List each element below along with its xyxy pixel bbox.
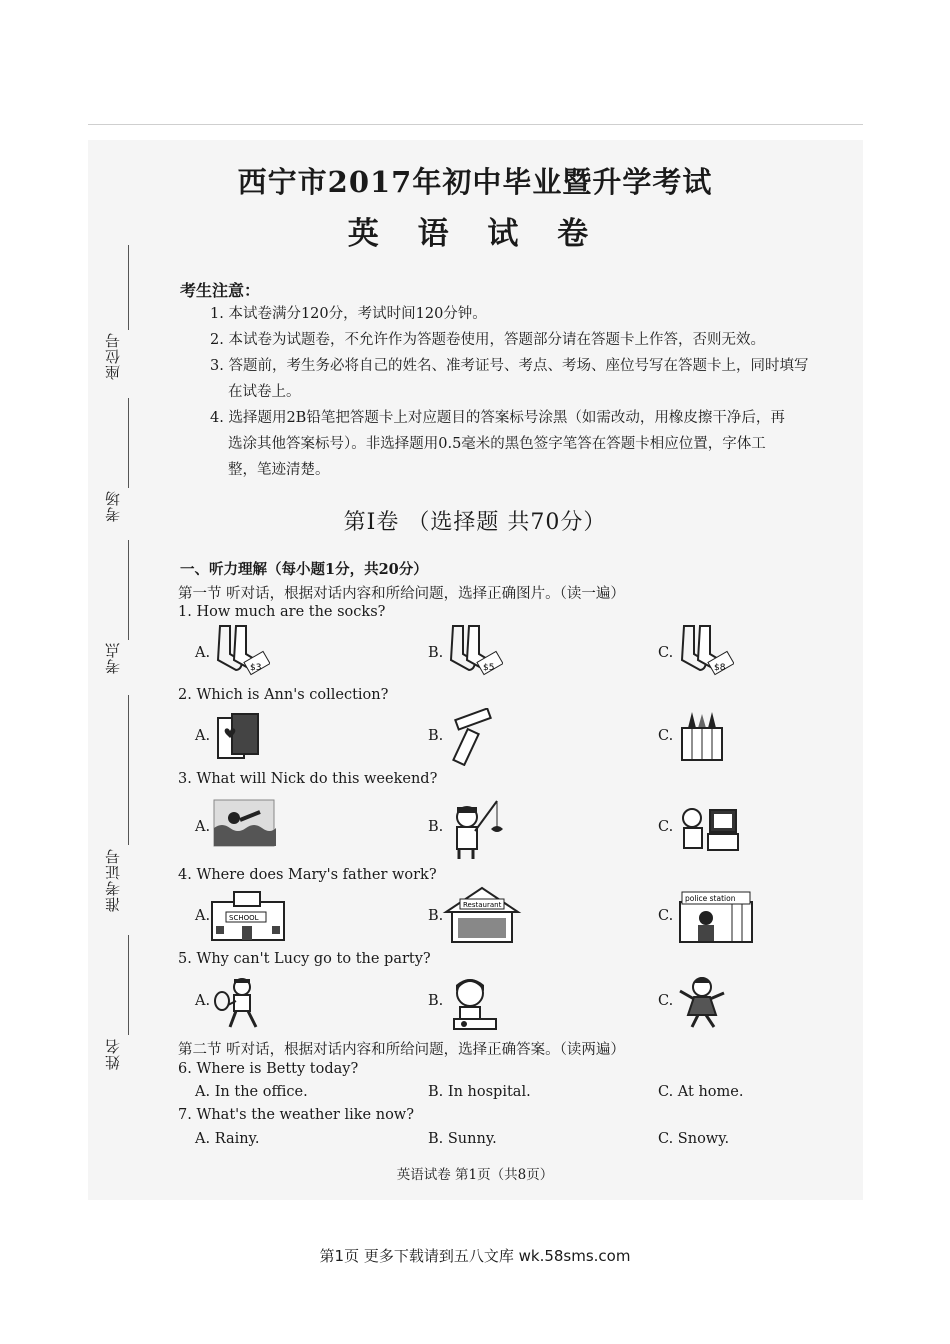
option-label: B. [428,728,444,744]
option-6c: C. At home. [658,1084,744,1100]
question-7: 7. What's the weather like now? [178,1107,414,1123]
exam-title: 西宁市2017年初中毕业暨升学考试 [237,165,713,199]
side-line [128,245,129,330]
notice-item: 3. 答题前，考生务必将自己的姓名、准考证号、考点、考场、座位号写在答题卡上，同时填写 [210,358,809,374]
notice-item: 整，笔迹清楚。 [228,462,330,478]
download-note: 第1页 更多下载请到五八文库 wk.58sms.com [319,1247,631,1265]
price-tag: $3 [250,663,262,673]
notice-item: 选涂其他答案标号）。非选择题用0.5毫米的黑色签字笔答在答题卡相应位置，字体工 [228,436,766,452]
girl-at-phone-icon [446,975,502,1031]
fishing-icon [445,795,505,861]
tennis-player-icon [212,975,270,1031]
question-1: 1. How much are the socks? [178,604,386,620]
question-5: 5. Why can't Lucy go to the party? [178,951,431,967]
page-footer: 英语试卷 第1页（共8页） [396,1167,554,1183]
option-label: C. [658,728,674,744]
option-label: B. [428,993,444,1009]
school-building-icon [208,888,288,942]
side-line [128,695,129,845]
question-3: 3. What will Nick do this weekend? [178,771,438,787]
notice-heading: 考生注意： [180,281,261,300]
option-label: B. [428,645,444,661]
side-label-seat: 座位号 [104,332,122,380]
option-label: A. [195,819,211,835]
option-6b: B. In hospital. [428,1084,531,1100]
price-tag: $5 [483,663,495,673]
option-7b: B. Sunny. [428,1131,497,1147]
exam-subtitle: 英 语 试 卷 [347,216,603,252]
school-sign: SCHOOL [229,914,259,922]
option-7a: A. Rainy. [195,1131,260,1147]
side-label-room: 考场 [104,490,122,522]
police-station-icon [676,888,756,944]
option-6a: A. In the office. [195,1084,308,1100]
option-label: B. [428,819,444,835]
socks-icon [212,624,270,680]
option-label: C. [658,908,674,924]
notice-item: 4. 选择题用2B铅笔把答题卡上对应题目的答案标号涂黑（如需改动，用橡皮擦干净后，再 [210,410,785,426]
side-label-ticket: 准考证号 [104,848,122,912]
side-line [128,540,129,640]
option-label: C. [658,819,674,835]
police-sign: police station [685,894,736,903]
question-6: 6. Where is Betty today? [178,1061,359,1077]
notice-item: 在试卷上。 [228,384,301,400]
option-label: C. [658,993,674,1009]
socks-icon [445,624,503,680]
notice-item: 2. 本试卷为试题卷，不允许作为答题卷使用，答题部分请在答题卡上作答，否则无效。 [210,332,765,348]
part-title: 第Ⅰ卷 （选择题 共70分） [343,510,607,535]
books-icon [214,710,266,762]
swimming-icon [212,798,276,848]
side-label-name: 姓名 [104,1038,122,1070]
restaurant-sign: Restaurant [463,901,502,909]
restaurant-icon [442,886,522,944]
price-tag: $8 [714,663,726,673]
subsection-2: 第二节 听对话，根据对话内容和所给问题，选择正确答案。（读两遍） [178,1042,625,1058]
option-label: A. [195,908,211,924]
option-label: C. [658,645,674,661]
question-2: 2. Which is Ann's collection? [178,687,389,703]
socks-icon [676,624,734,680]
notice-list [210,301,840,483]
question-4: 4. Where does Mary's father work? [178,867,437,883]
option-label: A. [195,728,211,744]
option-label: A. [195,645,211,661]
pencil-holder-icon [678,710,726,764]
subsection-1: 第一节 听对话，根据对话内容和所给问题，选择正确图片。（读一遍） [178,586,625,602]
dancing-girl-icon [676,973,732,1031]
side-line [128,935,129,1035]
computer-icon [676,800,740,856]
option-7c: C. Snowy. [658,1131,730,1147]
side-label-site: 考点 [104,642,122,674]
rulers-icon [446,708,496,766]
option-label: A. [195,993,211,1009]
section-heading: 一、听力理解（每小题1分，共20分） [180,561,428,578]
top-rule [88,124,863,125]
option-label: B. [428,908,444,924]
side-line [128,398,129,488]
notice-item: 1. 本试卷满分120分，考试时间120分钟。 [210,306,487,322]
